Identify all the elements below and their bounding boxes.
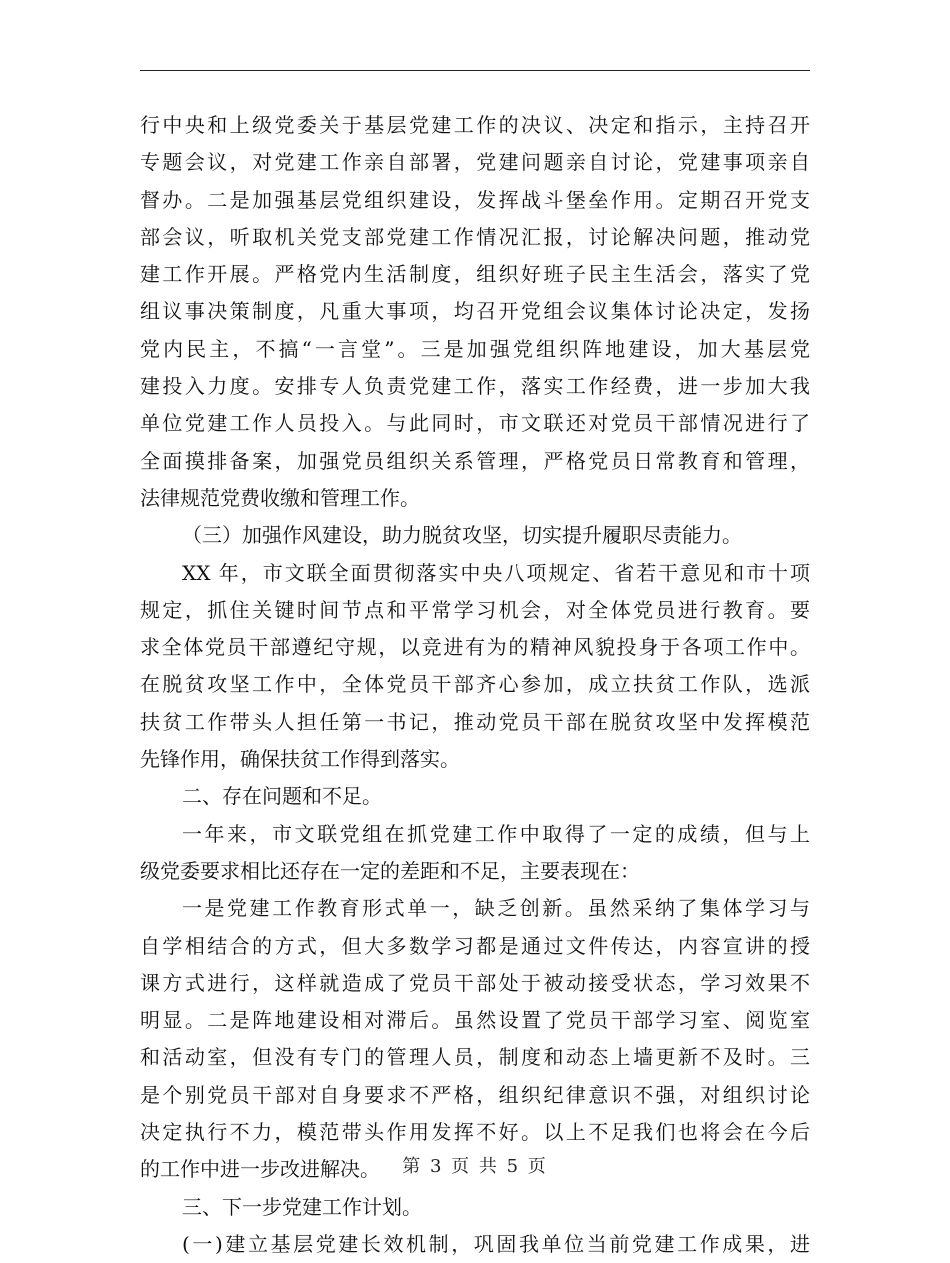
header-rule: [140, 70, 810, 71]
text-line: 扶贫工作带头人担任第一书记，推动党员干部在脱贫攻坚中发挥模范: [140, 709, 810, 734]
text-line: 在脱贫攻坚工作中，全体党员干部齐心参加，成立扶贫工作队，选派: [140, 672, 810, 697]
text-line: 的工作中进一步改进解决。: [140, 1157, 380, 1182]
text-line: 党内民主，不搞“一言堂”。三是加强党组织阵地建设，加大基层党: [140, 336, 810, 361]
page-footer: 第 3 页 共 5 页: [402, 1156, 548, 1177]
text-line: 课方式进行，这样就造成了党员干部处于被动接受状态，学习效果不: [140, 970, 810, 995]
text-line: 明显。二是阵地建设相对滞后。虽然设置了党员干部学习室、阅览室: [140, 1008, 810, 1033]
text-line: 组议事决策制度，凡重大事项，均召开党组会议集体讨论决定，发扬: [140, 299, 810, 324]
text-line: 全面摸排备案，加强党员组织关系管理，严格党员日常教育和管理，: [140, 448, 810, 473]
text-line: 级党委要求相比还存在一定的差距和不足，主要表现在：: [140, 858, 640, 883]
text-line: 二、存在问题和不足。: [182, 784, 382, 809]
text-line: 单位党建工作人员投入。与此同时，市文联还对党员干部情况进行了: [140, 411, 810, 436]
text-line: 先锋作用，确保扶贫工作得到落实。: [140, 747, 460, 772]
text-line: 督办。二是加强基层党组织建设，发挥战斗堡垒作用。定期召开党支: [140, 187, 810, 212]
text-line: 一是党建工作教育形式单一，缺乏创新。虽然采纳了集体学习与: [182, 896, 810, 921]
text-line: 是个别党员干部对自身要求不严格，组织纪律意识不强，对组织讨论: [140, 1082, 810, 1107]
body-text: [140, 107, 810, 1263]
text-line: 建工作开展。严格党内生活制度，组织好班子民主生活会，落实了党: [140, 262, 810, 287]
text-line: 求全体党员干部遵纪守规，以竞进有为的精神风貌投身于各项工作中。: [140, 635, 810, 660]
text-line: 法律规范党费收缴和管理工作。: [140, 485, 420, 510]
text-line: 建投入力度。安排专人负责党建工作，落实工作经费，进一步加大我: [140, 374, 810, 399]
text-line: 专题会议，对党建工作亲自部署，党建问题亲自讨论，党建事项亲自: [140, 150, 810, 175]
text-line: 一年来，市文联党组在抓党建工作中取得了一定的成绩，但与上: [182, 821, 810, 846]
text-line: 决定执行不力，模范带头作用发挥不好。以上不足我们也将会在今后: [140, 1120, 810, 1145]
text-line: 规定，抓住关键时间节点和平常学习机会，对全体党员进行教育。要: [140, 597, 810, 622]
text-line: 行中央和上级党委关于基层党建工作的决议、决定和指示，主持召开: [140, 113, 810, 137]
text-line: （三）加强作风建设，助力脱贫攻坚，切实提升履职尽责能力。: [182, 523, 742, 548]
text-line: (一)建立基层党建长效机制，巩固我单位当前党建工作成果，进: [182, 1231, 810, 1256]
text-line: 部会议，听取机关党支部党建工作情况汇报，讨论解决问题，推动党: [140, 224, 810, 249]
text-line: 三、下一步党建工作计划。: [182, 1194, 422, 1219]
text-line: 自学相结合的方式，但大多数学习都是通过文件传达，内容宣讲的授: [140, 933, 810, 958]
text-line: XX 年，市文联全面贯彻落实中央八项规定、省若干意见和市十项: [182, 560, 810, 585]
text-line: 和活动室，但没有专门的管理人员，制度和动态上墙更新不及时。三: [140, 1045, 810, 1070]
